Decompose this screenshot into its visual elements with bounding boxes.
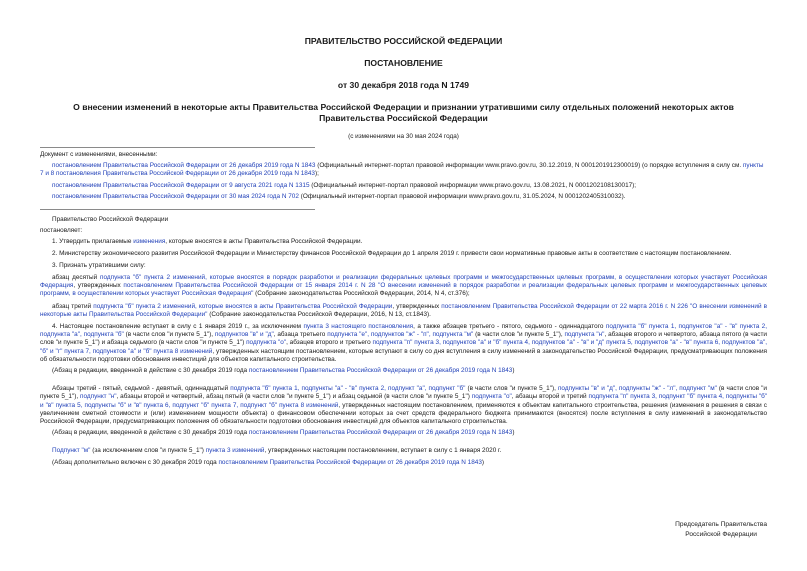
changes-intro: Документ с изменениями, внесенными: (40, 151, 158, 158)
ref-link[interactable]: постановлением Правительства Российской Федерации от 22 марта 2016 г. N 226 "О внесении изменений в некоторые акты Правительства Российской Федерации" (40, 302, 767, 318)
paragraph-3b: абзац третий подпункта "б" пункта 2 изменений, которые вносятся в акты Правительства Российской Федерации, утвержденных постановлением Правительства Российской Федерации от 22 марта 2016 г. N 226 "О внесении изменений в некоторые акты Правительства Российской Федерации" (Собрание законодательства Российской Федерации, 2016, N 13, ст.1843). (40, 302, 767, 318)
signature-line-1: Председатель Правительства (675, 521, 767, 528)
change-item: постановлением Правительства Российской Федерации от 9 августа 2021 года N 1315 (Официальный интернет-портал правовой информации www.pravo.gov.ru, 13.08.2021, N 0001202108130017); (52, 181, 637, 189)
ref-link[interactable]: подпункта "е", подпунктов "ж" - "п", подпункта "м" (327, 331, 474, 339)
paragraph-6: Подпункт "м" (за исключением слов "и пункте 5_1") пункта 3 изменений, утвержденных настоящим постановлением, вступает в силу с 1 января 2020 г. (52, 447, 502, 455)
body-gov: Правительство Российской Федерации (52, 216, 169, 224)
changes-block (40, 151, 767, 201)
paragraph-2: 2. Министерству экономического развития Российской Федерации и Министерству финансов Российской Федерации до 1 апреля 2019 г. привести свои нормативные правовые акты в соответствие с настоящим постановлением. (52, 249, 732, 257)
separator-top (40, 147, 315, 148)
ref-link[interactable]: постановлением Правительства Российской Федерации от 26 декабря 2019 года N 1843 (248, 429, 513, 437)
ref-link[interactable]: постановлением Правительства Российской Федерации от 26 декабря 2019 года N 1843 (218, 458, 482, 466)
ref-link[interactable]: подпункта "н" (564, 331, 605, 339)
document-title: О внесении изменений в некоторые акты Правительства Российской Федерации и признании утратившими силу отдельных положений некоторых актов Правительства Российской Федерации (73, 102, 734, 123)
ref-link[interactable]: пункта 3 настоящего постановления (303, 323, 414, 331)
ref-link[interactable]: постановлением Правительства Российской Федерации от 15 января 2014 г. N 28 "О внесении изменений в порядок разработки и реализации федеральных целевых программ и межгосударственных целевых программ, в осуществлении которых участвует Российская Федерация" (40, 282, 767, 298)
ref-link[interactable]: подпункта "б" пункта 2 изменений, которые вносятся в акты Правительства Российской Федерации (93, 302, 393, 310)
ref-link[interactable]: подпункта "о" (246, 339, 287, 347)
ref-link[interactable]: подпункта "о" (471, 393, 512, 401)
government-heading: ПРАВИТЕЛЬСТВО РОССИЙСКОЙ ФЕДЕРАЦИИ (304, 36, 503, 46)
change-item: постановлением Правительства Российской Федерации от 26 декабря 2019 года N 1843 (Официальный интернет-портал правовой информации www.pravo.gov.ru, 30.12.2019, N 0001201912300019) (о порядке вступления в силу см. пункты 7 и 8 постановления Правительства Российской Федерации от 26 декабря 2019 года N 1843); (40, 162, 764, 178)
ref-link[interactable]: подпункты "в" и "д", подпункты "ж" - "л", подпункт "м" (557, 385, 717, 393)
ref-link[interactable]: подпункта "п" пункта 3, подпунктов "а" и "б" пункта 4, подпунктов "а" - "в" и "д" пункта 5, подпунктов "а" - "в" пункта 6, подпунктов "а", "б" и "г" пункта 7, подпунктов "а" и "б" пункта 8 изменений (40, 339, 767, 355)
paragraph-3: 3. Признать утратившими силу: (52, 261, 146, 269)
separator-bottom (40, 209, 315, 210)
change-link[interactable]: постановлением Правительства Российской Федерации от 9 августа 2021 года N 1315 (52, 181, 310, 189)
paragraph-1: 1. Утвердить прилагаемые изменения, которые вносятся в акты Правительства Российской Федерации. (52, 238, 363, 246)
paragraph-4: 4. Настоящее постановление вступает в силу с 1 января 2019 г., за исключением пункта 3 настоящего постановления, а также абзацев третьего - пятого, седьмого - одиннадцатого подпункта "б" пункта 1, подпунктов "а" - "в" пункта 2, подпункта "а", подпункта "б" (в части слов "и пункте 5_1"), подпунктов "в" и "д", абзаца третьего подпункта "е", подпунктов "ж" - "п", подпункта "м" (в части слов "и пункте 5_1"), подпункта "н", абзацев второго и четвертого, абзаца пятого (в части слов "и пункте 5_1") и абзаца седьмого (в части слов "и пункте 5_1") подпункта "о", абзацев второго и третьего подпункта "п" пункта 3, подпунктов "а" и "б" пункта 4, подпунктов "а" - "в" и "д" пункта 5, подпунктов "а" - "в" пункта 6, подпунктов "а", "б" и "г" пункта 7, подпунктов "а" и "б" пункта 8 изменений, утвержденных настоящим постановлением, которые вступают в силу со дня вступления в силу изменений в законодательство Российской Федерации, предусматривающих положения об обязательности подготовки обоснования инвестиций для объектов капитального строительства. (40, 323, 768, 363)
ref-link[interactable]: пункта 3 изменений (205, 447, 265, 455)
ref-link[interactable]: подпункта "п" пункта 3, подпункт "б" пункта 4, подпункты "б" и "в" пункта 5, подпункты "б" и "в" пункта 6, подпункт "б" пункта 7, подпункт "б" пункта 8 изменений (40, 393, 768, 409)
document-type: ПОСТАНОВЛЕНИЕ (364, 58, 443, 68)
edition-note-2: (Абзац в редакции, введенной в действие с 30 декабря 2019 года постановлением Правительства Российской Федерации от 26 декабря 2019 года N 1843) (52, 429, 515, 437)
edition-note-3: (Абзац дополнительно включен с 30 декабря 2019 года постановлением Правительства Российской Федерации от 26 декабря 2019 года N 1843) (52, 458, 485, 466)
ref-link[interactable]: подпункта "б" пункта 1, подпунктов "а" - "в" пункта 2, подпункта "а", подпункта "б" (40, 323, 768, 339)
document-date: от 30 декабря 2018 года N 1749 (337, 80, 470, 90)
ref-link[interactable]: постановлением Правительства Российской Федерации от 26 декабря 2019 года N 1843 (248, 367, 513, 375)
ref-link[interactable]: подпункта "б" пункта 2 изменений, которые вносятся в порядок разработки и реализации федеральных целевых программ и межгосударственных целевых программ, в осуществлении которых участвует Российская Федерация (40, 274, 767, 290)
paragraph-5: Абзацы третий - пятый, седьмой - девятый, одиннадцатый подпункта "б" пункта 1, подпункты "а" - "в" пункта 2, подпункт "а", подпункт "б" (в части слов "и пункте 5_1"), подпункты "в" и "д", подпункты "ж" - "л", подпункт "м" (в части слов "и пункте 5_1"), подпункт "н", абзацы второй и четвертый, абзац пятый (в части слов "и пункте 5_1") и абзац седьмой (в части слов "и пункте 5_1") подпункта "о", абзацы второй и третий подпункта "п" пункта 3, подпункт "б" пункта 4, подпункты "б" и "в" пункта 5, подпункты "б" и "в" пункта 6, подпункт "б" пункта 7, подпункт "б" пункта 8 изменений, утвержденных настоящим постановлением, применяются к объектам капитального строительства, решения (изменения в решения в связи с увеличением сметной стоимости и (или) изменением мощности объекта) о финансовом обеспечении которых за счет средств федерального бюджета принимаются (вносятся) после вступления в силу изменений в законодательство Российской Федерации, предусматривающих положения об обязательности подготовки обоснования инвестиций для объектов капитального строительства. (40, 385, 768, 426)
ref-link[interactable]: подпункт "н" (80, 393, 117, 401)
edition-note: (с изменениями на 30 мая 2024 года) (348, 133, 459, 140)
document-body (40, 216, 767, 467)
signature-block (675, 520, 767, 539)
body-decrees: постановляет: (40, 227, 83, 235)
change-link[interactable]: постановлением Правительства Российской Федерации от 30 мая 2024 года N 702 (52, 192, 299, 200)
change-link[interactable]: постановлением Правительства Российской Федерации от 26 декабря 2019 года N 1843 (52, 162, 316, 170)
change-link[interactable]: пункты 7 и 8 постановления Правительства Российской Федерации от 26 декабря 2019 года N 1843 (40, 162, 764, 178)
ref-link[interactable]: подпунктов "в" и "д" (214, 331, 274, 339)
change-item: постановлением Правительства Российской Федерации от 30 мая 2024 года N 702 (Официальный интернет-портал правовой информации www.pravo.gov.ru, 31.05.2024, N 0001202405310032). (52, 192, 626, 200)
signature-line-2: Российской Федерации (685, 530, 757, 538)
paragraph-3a: абзац десятый подпункта "б" пункта 2 изменений, которые вносятся в порядок разработки и реализации федеральных целевых программ и межгосударственных целевых программ, в осуществлении которых участвует Российская Федерация, утвержденных постановлением Правительства Российской Федерации от 15 января 2014 г. N 28 "О внесении изменений в порядок разработки и реализации федеральных целевых программ и межгосударственных целевых программ, в осуществлении которых участвует Российская Федерация" (Собрание законодательства Российской Федерации, 2014, N 4, ст.376); (40, 274, 767, 298)
edition-note-1: (Абзац в редакции, введенной в действие с 30 декабря 2019 года постановлением Правительства Российской Федерации от 26 декабря 2019 года N 1843) (52, 367, 515, 375)
ref-link[interactable]: подпункта "б" пункта 1, подпункты "а" - "в" пункта 2, подпункт "а", подпункт "б" (230, 385, 466, 393)
ref-link[interactable]: Подпункт "м" (52, 447, 91, 455)
changes-link[interactable]: изменения (133, 238, 166, 246)
